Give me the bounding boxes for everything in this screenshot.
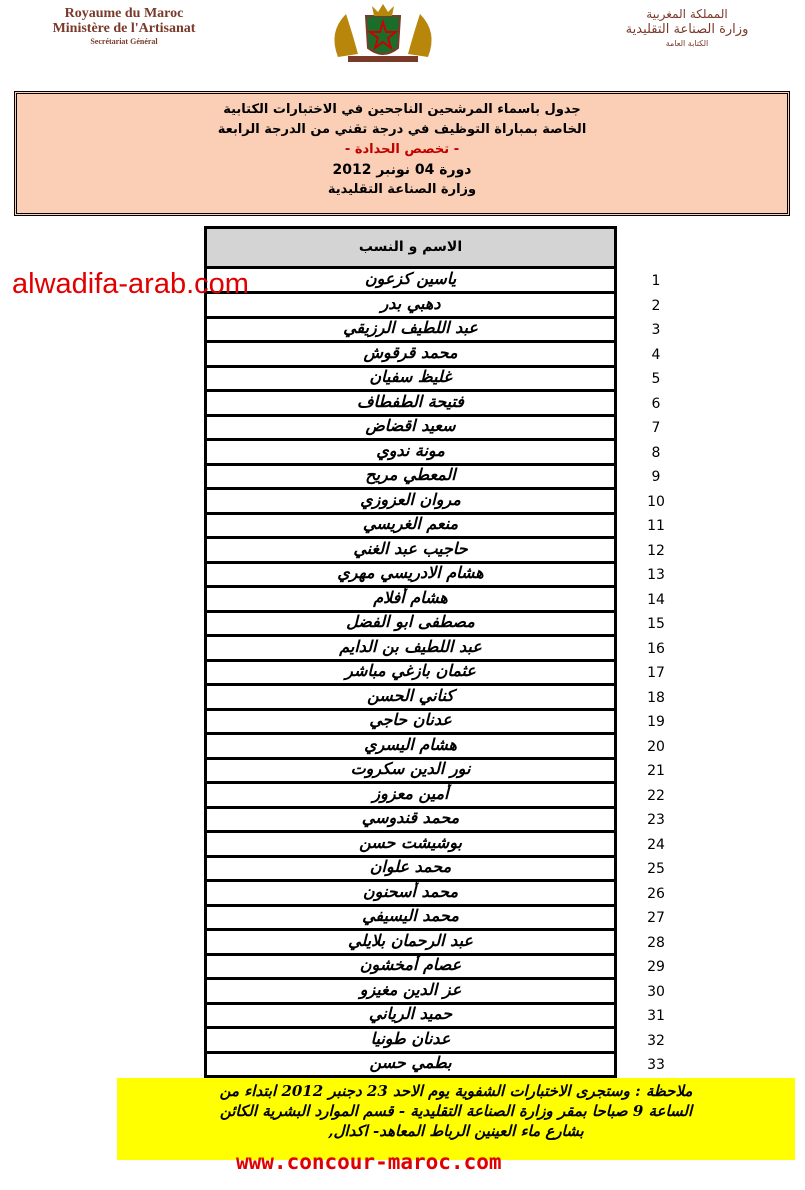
table-row [0,416,805,441]
title-line-2: الخاصة بمباراة التوظيف في درجة تقني من الدرجة الرابعة [217,122,587,137]
candidate-name: هشام أفلام [204,588,617,613]
table-row [0,833,805,858]
candidate-name: أمين معزوز [204,784,617,809]
candidate-name: محمد اليسيفي [204,906,617,931]
candidate-name: محمد قندوسي [204,808,617,833]
candidate-number: 27 [647,910,665,926]
candidate-number: 14 [647,591,665,608]
header-left-french [10,6,238,47]
table-row [0,980,805,1005]
candidate-number: 26 [647,885,665,902]
table-row [0,612,805,637]
candidate-name: المعطي مريح [204,465,617,490]
candidate-name: عبد الرحمان بلايلي [204,931,617,956]
candidate-name: محمد قرقوش [204,343,617,368]
candidate-name: حميد الرياني [204,1004,617,1029]
candidate-number: 15 [647,616,665,632]
candidate-number: 5 [651,371,661,387]
oral-exam-note [117,1078,795,1160]
candidate-name: عبد اللطيف الرزيقي [204,318,617,343]
candidate-number: 28 [647,934,665,951]
candidate-name: عز الدين مغيزو [204,980,617,1005]
table-row [0,735,805,760]
candidate-number: 32 [647,1032,665,1049]
candidate-name: هشام الادريسي مهري [204,563,617,588]
candidate-number: 21 [647,763,665,779]
note-line-1: ملاحظة : وستجرى الاختبارات الشفوية يوم الاحد 23 دجنبر 2012 ابتداء من [219,1082,693,1100]
table-row [0,318,805,343]
specialty-line: - تخصص الحدادة - [344,142,460,157]
candidate-number: 16 [647,640,665,657]
table-row [0,857,805,882]
table-row [0,563,805,588]
candidate-number: 11 [647,518,665,534]
candidate-number: 17 [647,665,665,681]
candidate-name: سعيد اقضاض [204,416,617,441]
candidate-number: 29 [647,959,665,975]
candidate-name: مونة ندوي [204,441,617,466]
table-row [0,1053,805,1078]
table-row [0,882,805,907]
candidate-number: 25 [647,861,665,877]
table-row [0,661,805,686]
candidate-name: محمد علوان [204,857,617,882]
table-row [0,906,805,931]
session-date-line: دورة 04 نونبر 2012 [332,162,472,178]
table-row [0,784,805,809]
candidate-name: حاجيب عبد الغني [204,539,617,564]
royal-emblem-icon [318,2,448,64]
candidate-name: عصام أمخشون [204,955,617,980]
candidate-name: عثمان بازغي مباشر [204,661,617,686]
table-row [0,710,805,735]
candidate-number: 9 [651,469,661,485]
candidate-number: 20 [647,738,665,755]
candidate-name: مصطفى ابو الفضل [204,612,617,637]
ministry-label-fr: Ministère de l'Artisanat [52,21,196,36]
candidate-number: 1 [651,273,661,289]
table-row [0,637,805,662]
candidate-name: ياسين كزعون [204,269,617,294]
table-row [0,539,805,564]
candidate-number: 10 [647,493,665,510]
table-row [0,490,805,515]
candidate-number: 33 [647,1057,665,1073]
candidate-number: 24 [647,836,665,853]
candidate-number: 8 [651,444,661,461]
title-line-1: جدول باسماء المرشحين الناجحين في الاختبارات الكتابية [223,102,581,117]
note-line-2: الساعة 9 صباحا بمقر وزارة الصناعة التقليدية - قسم الموارد البشرية الكائن [219,1102,693,1120]
candidate-number: 4 [651,346,661,363]
candidate-name: محمد أسحنون [204,882,617,907]
table-row [0,759,805,784]
header-right-arabic [587,6,787,49]
secretariat-label-ar: الكتابة العامة [665,39,709,48]
watermark-site: alwadifa-arab.com [12,268,249,300]
kingdom-label-fr: Royaume du Maroc [64,6,184,21]
candidate-name: فتيحة الطفطاف [204,392,617,417]
candidate-number: 13 [647,567,665,583]
table-row [0,392,805,417]
candidate-name: كناني الحسن [204,686,617,711]
candidate-number: 30 [647,983,665,1000]
table-row [0,931,805,956]
candidate-name: نور الدين سكروت [204,759,617,784]
table-row [0,514,805,539]
candidate-number: 19 [647,714,665,730]
note-line-3: بشارع ماء العينين الرباط المعاهد- اكدال, [328,1122,584,1140]
kingdom-label-ar: المملكة المغربية [646,7,728,21]
table-row [0,686,805,711]
candidate-number: 22 [647,787,665,804]
candidate-number: 18 [647,689,665,706]
document-title-box [14,91,790,216]
ministry-label-ar: وزارة الصناعة التقليدية [625,22,749,37]
candidate-number: 3 [651,322,661,338]
candidate-name: منعم الغريسي [204,514,617,539]
candidate-name: مروان العزوزي [204,490,617,515]
candidate-number: 23 [647,812,665,828]
candidate-number: 31 [647,1008,665,1024]
candidate-name: غليظ سفيان [204,367,617,392]
candidate-name: دهبي بدر [204,294,617,319]
candidate-number: 12 [647,542,665,559]
table-row [0,441,805,466]
table-row [0,1004,805,1029]
table-row [0,343,805,368]
candidate-name: بوشيشت حسن [204,833,617,858]
table-row [0,465,805,490]
candidate-number: 2 [651,297,661,314]
candidate-name: عدنان حاجي [204,710,617,735]
footer-site-url: www.concour-maroc.com [236,1150,502,1174]
candidate-name: هشام اليسري [204,735,617,760]
table-row [0,1029,805,1054]
candidate-number: 7 [651,420,661,436]
table-row [0,588,805,613]
candidate-name: بطمي حسن [204,1053,617,1078]
candidate-number: 6 [651,395,661,412]
candidate-name: عدنان طونيا [204,1029,617,1054]
table-row [0,367,805,392]
table-row [0,955,805,980]
table-header-name: الاسم و النسب [204,226,617,269]
ministry-line: وزارة الصناعة التقليدية [327,182,477,197]
table-row [0,808,805,833]
secretariat-label-fr: Secrétariat Général [90,37,158,46]
candidate-name: عبد اللطيف بن الدايم [204,637,617,662]
